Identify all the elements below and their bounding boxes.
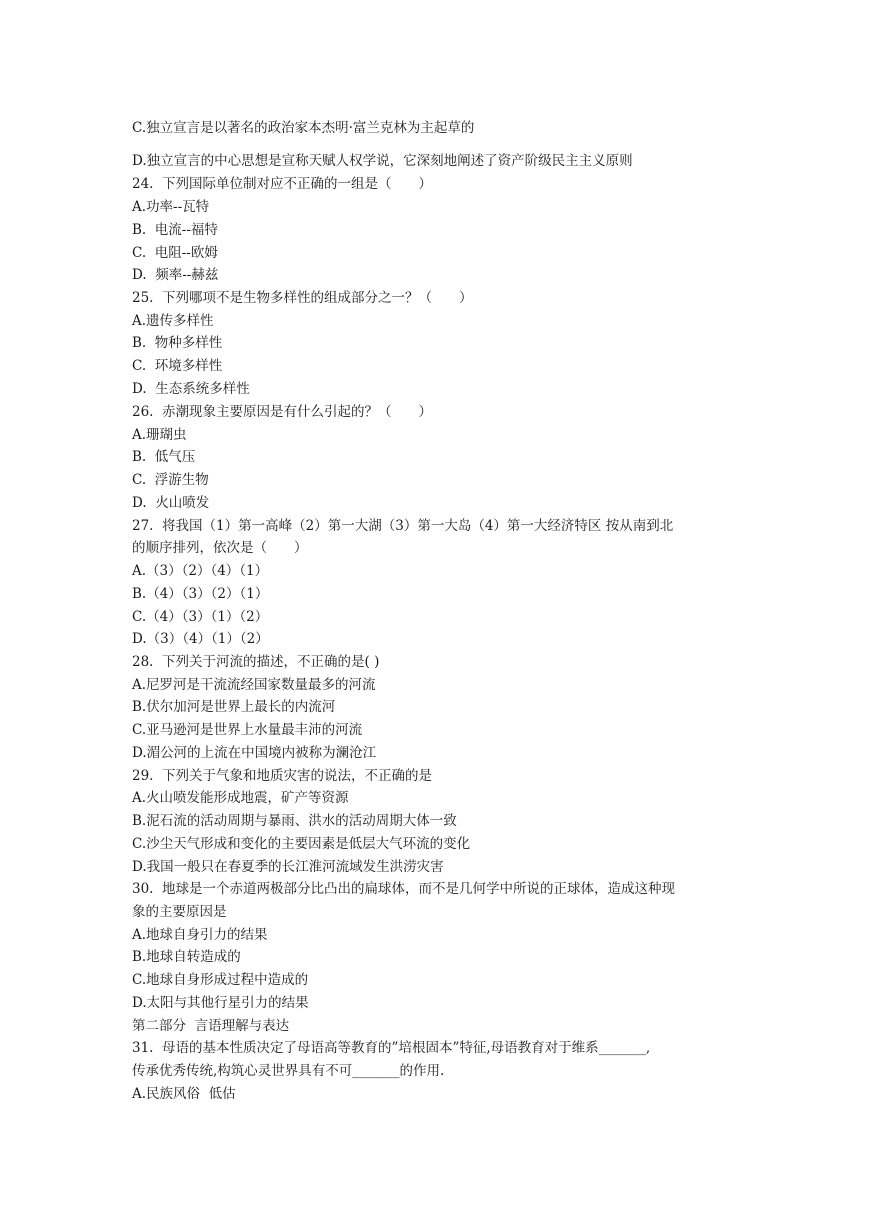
q30-option-b: B.地球自转造成的 xyxy=(132,949,241,965)
question-26: 26. 赤潮现象主要原因是有什么引起的？（ ） xyxy=(132,404,433,420)
question-28: 28. 下列关于河流的描述，不正确的是( ) xyxy=(132,654,380,670)
question-30: 30. 地球是一个赤道两极部分比凸出的扁球体，而不是几何学中所说的正球体，造成这种现 xyxy=(132,881,676,897)
q24-option-d: D. 频率--赫兹 xyxy=(132,267,219,283)
q26-option-b: B. 低气压 xyxy=(132,449,196,465)
question-31-continued: 传承优秀传统,构筑心灵世界具有不可_______的作用. xyxy=(132,1063,445,1079)
question-30-continued: 象的主要原因是 xyxy=(132,904,227,920)
section-heading: 第二部分 言语理解与表达 xyxy=(132,1018,290,1034)
q24-option-c: C. 电阻--欧姆 xyxy=(132,245,218,261)
q29-option-b: B.泥石流的活动周期与暴雨、洪水的活动周期大体一致 xyxy=(132,813,457,829)
q27-option-a: A.（3）（2）（4）（1） xyxy=(132,563,269,579)
question-27: 27. 将我国（1）第一高峰（2）第一大湖（3）第一大岛（4）第一大经济特区 按从南到北 xyxy=(132,518,674,534)
question-25: 25. 下列哪项不是生物多样性的组成部分之一？（ ） xyxy=(132,290,473,306)
q29-option-d: D.我国一般只在春夏季的长江淮河流域发生洪涝灾害 xyxy=(132,859,444,875)
q28-option-a: A.尼罗河是干流流经国家数量最多的河流 xyxy=(132,677,376,693)
q31-option-a: A.民族风俗 低估 xyxy=(132,1086,236,1102)
q26-option-a: A.珊瑚虫 xyxy=(132,427,187,443)
text-line-option-d-23: D.独立宣言的中心思想是宣称天赋人权学说，它深刻地阐述了资产阶级民主主义原则 xyxy=(132,153,633,169)
q29-option-a: A.火山喷发能形成地震，矿产等资源 xyxy=(132,790,349,806)
q25-option-c: C. 环境多样性 xyxy=(132,358,223,374)
q28-option-c: C.亚马逊河是世界上水量最丰沛的河流 xyxy=(132,722,363,738)
question-24: 24. 下列国际单位制对应不正确的一组是（ ） xyxy=(132,176,433,192)
q30-option-c: C.地球自身形成过程中造成的 xyxy=(132,972,309,988)
text-line-option-c-23: C.独立宣言是以著名的政治家本杰明·富兰克林为主起草的 xyxy=(132,120,475,136)
q30-option-a: A.地球自身引力的结果 xyxy=(132,927,268,943)
q29-option-c: C.沙尘天气形成和变化的主要因素是低层大气环流的变化 xyxy=(132,836,471,852)
question-29: 29. 下列关于气象和地质灾害的说法，不正确的是 xyxy=(132,768,433,784)
question-31: 31. 母语的基本性质决定了母语高等教育的”培根固本”特征,母语教育对于维系_______, xyxy=(132,1040,651,1056)
q28-option-d: D.湄公河的上流在中国境内被称为澜沧江 xyxy=(132,745,377,761)
q30-option-d: D.太阳与其他行星引力的结果 xyxy=(132,995,309,1011)
q26-option-c: C. 浮游生物 xyxy=(132,472,209,488)
q25-option-a: A.遗传多样性 xyxy=(132,313,214,329)
q27-option-c: C.（4）（3）（1）（2） xyxy=(132,609,269,625)
q27-option-d: D.（3）（4）（1）（2） xyxy=(132,631,269,647)
q28-option-b: B.伏尔加河是世界上最长的内流河 xyxy=(132,699,336,715)
q25-option-b: B. 物种多样性 xyxy=(132,335,223,351)
q24-option-b: B. 电流--福特 xyxy=(132,222,218,238)
q25-option-d: D. 生态系统多样性 xyxy=(132,381,250,397)
q24-option-a: A.功率--瓦特 xyxy=(132,199,210,215)
q26-option-d: D. 火山喷发 xyxy=(132,495,210,511)
question-27-continued: 的顺序排列，依次是（ ） xyxy=(132,540,308,556)
q27-option-b: B.（4）（3）（2）（1） xyxy=(132,586,269,602)
